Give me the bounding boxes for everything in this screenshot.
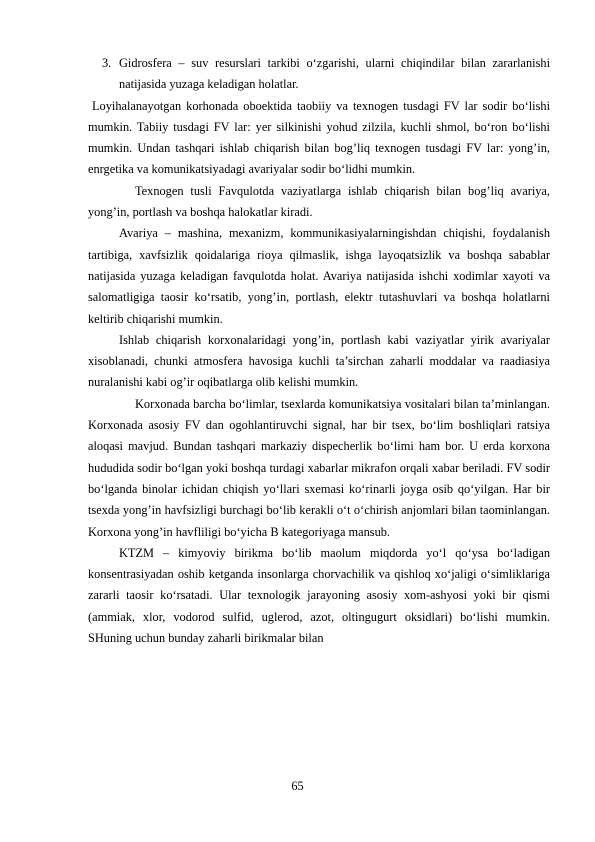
list-item-hydrosphere — [88, 53, 550, 96]
paragraph-ktzm: KTZM – kimyoviy birikma bo‘lib maolum miqdorda yo‘l qo‘ysa bo‘ladigan konsentrasiyadan oshib ketganda insonlarga chorvachilik va qishloq xo‘jaligi o‘simliklariga zararli taosir ko‘rsatadi. Ular texnologik jarayoning asosiy xom-ashyosi yoki bir qismi (ammiak, xlor, vodorod sulfid, uglerod, azot, oltingugurt oksidlari) bo‘lishi mumkin. SHuning uchun bunday zaharli birikmalar bilan — [88, 545, 550, 646]
paragraph-communication: Korxonada barcha bo‘limlar, tsexlarda komunikatsiya vositalari bilan ta’minlangan. Korxonada asosiy FV dan ogohlantiruvchi signal, har bir tsex, bo‘lim boshliqlari ratsiya aloqasi mavjud. Bundan tashqari markaziy dispecherlik bo‘limi ham bor. U erda korxona hududida sodir bo‘lgan yoki boshqa turdagi xabarlar mikrafon orqali xabar beriladi. FV sodir bo‘lganda binolar ichidan chiqish yo‘llari sxemasi ko‘rinarli joyga osib qo‘yilgan. Har bir tsexda yong’in havfsizligi burchagi bo‘lib kerakli o‘t o‘chirish anjomlari bilan taominlangan. Korxona yong’in havfliligi bo‘yicha B kategoriyaga mansub. — [88, 396, 550, 539]
document-page — [88, 53, 550, 649]
paragraph-accident-definition: Avariya – mashina, mexanizm, kommunikasiyalarningishdan chiqishi, foydalanish tartibiga, xavfsizlik qoidalariga rioya qilmaslik, ishga layoqatsizlik va boshqa sabablar natijasida yuzaga keladigan favqulotda holat. Avariya natijasida ishchi xodimlar xayoti va salomatligiga taosir ko‘rsatib, yong’in, portlash, elektr tutashuvlari va boshqa holatlarni keltirib chiqarishi mumkin. — [88, 226, 550, 326]
paragraph-emergency-types: Loyihalanayotgan korhonada oboektida taobiiy va texnogen tusdagi FV lar sodir bo‘lishi mumkin. Tabiiy tusdagi FV lar: yer silkinishi yohud zilzila, kuchli shmol, bo‘ron bo‘lishi mumkin. Undan tashqari ishlab chiqarish bilan bog’liq texnogen tusdagi FV lar: yong’in, enrgetika va komunikatsiyadagi avariyalar sodir bo‘lidhi mumkin. — [88, 98, 550, 177]
list-item-number: 3. — [102, 56, 112, 70]
paragraph-technogenic: Texnogen tusli Favqulotda vaziyatlarga ishlab chiqarish bilan bog’liq avariya, yong’in, portlash va boshqa halokatlar kiradi. — [88, 183, 550, 220]
list-item-text: Gidrosfera – suv resurslari tarkibi o‘zgarishi, ularni chiqindilar bilan zararlanishi natijasida yuzaga keladigan holatlar. — [119, 56, 550, 92]
paragraph-fire-explosion: Ishlab chiqarish korxonalaridagi yong’in, portlash kabi vaziyatlar yirik avariyalar xisoblanadi, chunki atmosfera havosiga kuchli ta’sirchan zaharli moddalar va raadiasiya nuralanishi kabi og’ir oqibatlarga olib kelishi mumkin. — [88, 332, 550, 390]
page-number: 65 — [291, 779, 304, 793]
